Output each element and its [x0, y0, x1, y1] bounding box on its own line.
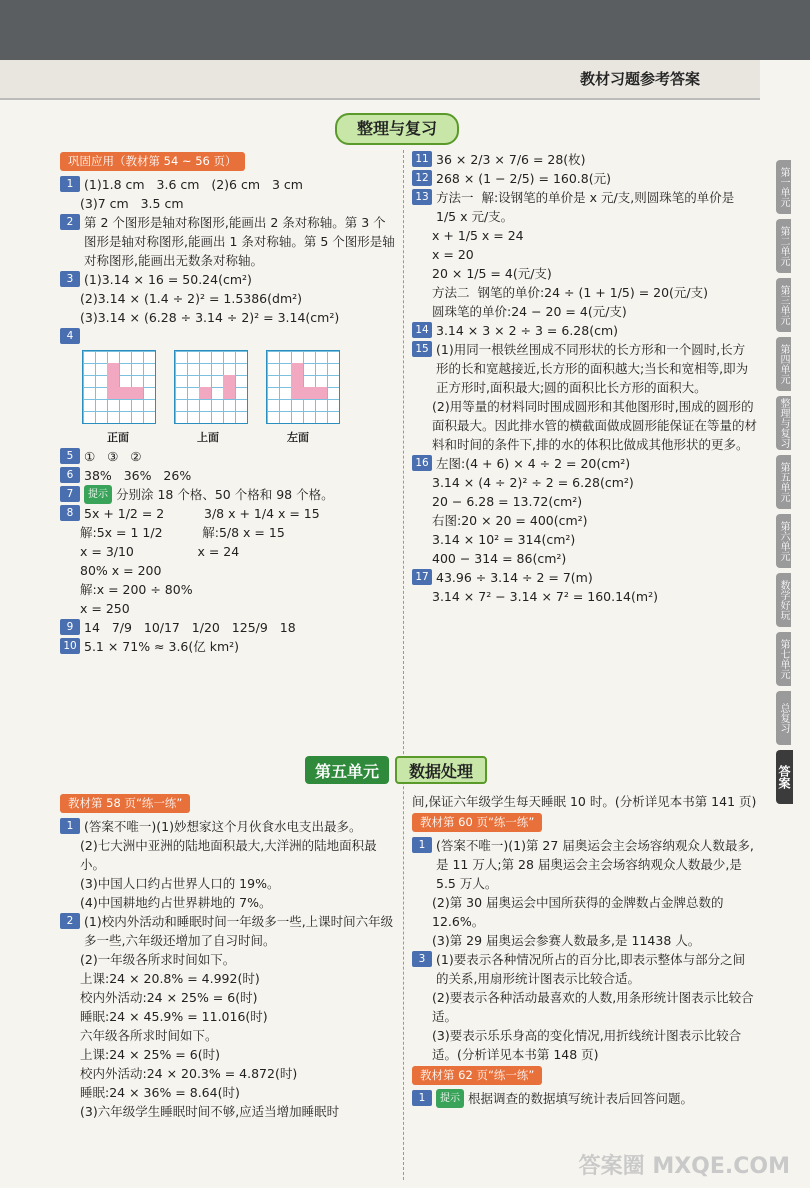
answer-line: 校内外活动:24 × 20.3% = 4.872(时) [80, 1066, 298, 1081]
answer-line: (3)第 29 届奥运会参赛人数最多,是 11438 人。 [432, 933, 701, 948]
side-tab[interactable]: 第四单元 [776, 337, 791, 391]
answer-line: (4)中国耕地约占世界耕地的 7%。 [80, 895, 272, 910]
item-number: 1 [60, 176, 80, 192]
answer-item [412, 950, 757, 988]
item-text: 左图:(4 + 6) × 4 ÷ 2 = 20(cm²) [436, 456, 631, 471]
left-column-2 [60, 792, 395, 1121]
item-text: 3.14 × 3 × 2 ÷ 3 = 6.28(cm) [436, 323, 619, 338]
answer-line: 校内外活动:24 × 25% = 6(时) [80, 990, 258, 1005]
item-text: 5.1 × 71% ≈ 3.6(亿 km²) [84, 639, 240, 654]
right-column-2 [412, 792, 757, 1108]
item-number: 17 [412, 569, 432, 585]
answer-line: 右图:20 × 20 = 400(cm²) [432, 513, 588, 528]
left-view-grid [266, 350, 340, 424]
answer-item [412, 340, 757, 397]
grid-labels [60, 428, 395, 447]
answer-line: (3)3.14 × (6.28 ÷ 3.14 ÷ 2)² = 3.14(cm²) [80, 310, 340, 325]
answer-line: 20 × 1/5 = 4(元/支) [432, 266, 552, 281]
header-title: 教材习题参考答案 [579, 70, 700, 88]
side-tabs [776, 160, 810, 809]
side-tab[interactable]: 整理与复习 [778, 398, 789, 448]
item-text: (答案不唯一)(1)妙想家这个月伙食水电支出最多。 [84, 819, 362, 834]
answer-line: 3.14 × 10² = 314(cm²) [432, 532, 576, 547]
practice-tag-60: 教材第 60 页“练一练” [412, 813, 542, 832]
side-tab[interactable]: 总复习 [776, 691, 791, 745]
section-title: 整理与复习 [335, 113, 459, 145]
answer-line: (2)一年级各所求时间如下。 [80, 952, 236, 967]
hint-badge: 提示 [436, 1089, 464, 1108]
item-number: 12 [412, 170, 432, 186]
grid-label-top: 上面 [197, 431, 219, 444]
answer-line: (3)六年级学生睡眠时间不够,应适当增加睡眠时 [80, 1104, 340, 1119]
item-number: 1 [60, 818, 80, 834]
answer-item [60, 637, 395, 656]
answer-item [60, 327, 395, 346]
item-number: 1 [412, 837, 432, 853]
answer-line: 六年级各所求时间如下。 [80, 1028, 218, 1043]
item-text: (1)校内外活动和睡眠时间一年级多一些,上课时间六年级多一些,六年级还增加了自习时间。 [84, 914, 394, 948]
column-divider [403, 150, 405, 1180]
answer-line: 3.14 × 7² − 3.14 × 7² = 160.14(m²) [432, 589, 658, 604]
practice-tag: 巩固应用（教材第 54 ~ 56 页） [60, 152, 245, 171]
answer-line: 400 − 314 = 86(cm²) [432, 551, 567, 566]
unit-number: 第五单元 [305, 756, 389, 784]
answer-line: (2)用等量的材料同时围成圆形和其他图形时,围成的圆形的面积最大。因此排水管的横截面做成圆形能保证在等量的材料和时间的条件下,排的水的体积比做成其他形状的更多。 [432, 399, 758, 452]
answer-line: (2)第 30 届奥运会中国所获得的金牌数占金牌总数的 12.6%。 [432, 895, 728, 929]
answer-item [60, 213, 395, 270]
answer-item [412, 1089, 757, 1108]
answer-line: (2)要表示各种活动最喜欢的人数,用条形统计图表示比较合适。 [432, 990, 754, 1024]
answer-item [60, 270, 395, 289]
item-text: ① ③ ② [84, 449, 142, 464]
answer-item [60, 817, 395, 836]
item-number: 3 [412, 951, 432, 967]
answer-line: x = 250 [80, 601, 130, 616]
item-text: (1)3.14 × 16 = 50.24(cm²) [84, 272, 252, 287]
hint-badge: 提示 [84, 485, 112, 504]
side-tab[interactable]: 答案 [776, 750, 793, 804]
answer-item [60, 618, 395, 637]
item-number: 16 [412, 455, 432, 471]
answer-item [412, 150, 757, 169]
answer-item [60, 912, 395, 950]
continued-text: 间,保证六年级学生每天睡眠 10 时。(分析详见本书第 141 页) [412, 794, 757, 809]
side-tab[interactable]: 第一单元 [776, 160, 791, 214]
item-text: (1)1.8 cm 3.6 cm (2)6 cm 3 cm [84, 177, 303, 192]
answer-item [412, 836, 757, 893]
answer-item [412, 454, 757, 473]
item-number: 6 [60, 467, 80, 483]
item-text: (1)用同一根铁丝围成不同形状的长方形和一个圆时,长方形的长和宽越接近,长方形的面积越大;当长和宽相等,即为正方形时,面积最大;圆的面积比长方形的面积大。 [436, 342, 749, 395]
practice-tag-62: 教材第 62 页“练一练” [412, 1066, 542, 1085]
view-grids [60, 350, 395, 424]
answer-line: x = 20 [432, 247, 474, 262]
answer-line: 圆珠笔的单价:24 − 20 = 4(元/支) [432, 304, 627, 319]
answer-item [60, 504, 395, 523]
answer-line: (3)7 cm 3.5 cm [80, 196, 184, 211]
item-number: 9 [60, 619, 80, 635]
side-tab[interactable]: 第五单元 [776, 455, 791, 509]
front-view-grid [82, 350, 156, 424]
answer-item [412, 321, 757, 340]
item-text: 根据调查的数据填写统计表后回答问题。 [468, 1091, 694, 1106]
answer-line: 3.14 × (4 ÷ 2)² ÷ 2 = 6.28(cm²) [432, 475, 634, 490]
top-band [0, 0, 810, 60]
answer-item [60, 466, 395, 485]
item-number: 15 [412, 341, 432, 357]
answer-item [60, 447, 395, 466]
item-text: (1)要表示各种情况所占的百分比,即表示整体与部分之间的关系,用扇形统计图表示比较合适。 [436, 952, 746, 986]
answer-line: x = 3/10 x = 24 [80, 544, 240, 559]
item-number: 2 [60, 913, 80, 929]
side-tab[interactable]: 第三单元 [776, 278, 791, 332]
answer-line: (3)中国人口约占世界人口的 19%。 [80, 876, 280, 891]
item-number: 1 [412, 1090, 432, 1106]
side-tab[interactable]: 第七单元 [776, 632, 791, 686]
unit-name: 数据处理 [395, 756, 487, 784]
left-column [60, 150, 395, 656]
answer-item [412, 188, 757, 226]
answer-item [412, 568, 757, 587]
answer-line: 解:5x = 1 1/2 解:5/8 x = 15 [80, 525, 285, 540]
side-tab[interactable]: 第六单元 [776, 514, 791, 568]
item-text: 14 7/9 10/17 1/20 125/9 18 [84, 620, 296, 635]
top-view-grid [174, 350, 248, 424]
item-number: 4 [60, 328, 80, 344]
item-number: 10 [60, 638, 80, 654]
item-number: 5 [60, 448, 80, 464]
right-column [412, 150, 757, 606]
item-number: 7 [60, 486, 80, 502]
item-number: 8 [60, 505, 80, 521]
item-text: 分别涂 18 个格、50 个格和 98 个格。 [116, 487, 334, 502]
answer-line: 上课:24 × 20.8% = 4.992(时) [80, 971, 260, 986]
answer-line: 80% x = 200 [80, 563, 162, 578]
item-number: 2 [60, 214, 80, 230]
answer-line: (2)3.14 × (1.4 ÷ 2)² = 1.5386(dm²) [80, 291, 303, 306]
header-bar [0, 60, 760, 100]
grid-label-left: 左面 [287, 431, 309, 444]
item-text: 36 × 2/3 × 7/6 = 28(枚) [436, 152, 586, 167]
answer-item [412, 169, 757, 188]
answer-line: (2)七大洲中亚洲的陆地面积最大,大洋洲的陆地面积最小。 [80, 838, 377, 872]
answer-line: 解:x = 200 ÷ 80% [80, 582, 193, 597]
answer-line: (3)要表示乐乐身高的变化情况,用折线统计图表示比较合适。(分析详见本书第 148 页) [432, 1028, 742, 1062]
unit-title [305, 756, 487, 784]
item-text: 38% 36% 26% [84, 468, 192, 483]
item-number: 13 [412, 189, 432, 205]
side-tab[interactable]: 第二单元 [776, 219, 791, 273]
item-text: (答案不唯一)(1)第 27 届奥运会主会场容纳观众人数最多,是 11 万人;第 28 届奥运会主会场容纳观众人数最少,是 5.5 万人。 [436, 838, 754, 891]
item-number: 3 [60, 271, 80, 287]
item-text: 43.96 ÷ 3.14 ÷ 2 = 7(m) [436, 570, 593, 585]
item-text: 方法一 解:设钢笔的单价是 x 元/支,则圆珠笔的单价是 1/5 x 元/支。 [436, 190, 739, 224]
practice-tag-58: 教材第 58 页“练一练” [60, 794, 190, 813]
watermark: 答案圈 MXQE.COM [578, 1154, 790, 1179]
answer-item [60, 175, 395, 194]
item-number: 14 [412, 322, 432, 338]
answer-line: 上课:24 × 25% = 6(时) [80, 1047, 220, 1062]
item-text: 5x + 1/2 = 2 3/8 x + 1/4 x = 15 [84, 506, 320, 521]
answer-line: 方法二 钢笔的单价:24 ÷ (1 + 1/5) = 20(元/支) [432, 285, 709, 300]
side-tab[interactable]: 数学好玩 [776, 573, 791, 627]
item-text: 第 2 个图形是轴对称图形,能画出 2 条对称轴。第 3 个图形是轴对称图形,能画出 1 条对称轴。第 5 个图形是轴对称图形,能画出无数条对称轴。 [84, 215, 395, 268]
answer-line: 睡眠:24 × 45.9% = 11.016(时) [80, 1009, 268, 1024]
answer-line: x + 1/5 x = 24 [432, 228, 524, 243]
grid-label-front: 正面 [107, 431, 129, 444]
item-text: 268 × (1 − 2/5) = 160.8(元) [436, 171, 611, 186]
answer-line: 20 − 6.28 = 13.72(cm²) [432, 494, 583, 509]
answer-item [60, 485, 395, 504]
answer-line: 睡眠:24 × 36% = 8.64(时) [80, 1085, 240, 1100]
item-number: 11 [412, 151, 432, 167]
